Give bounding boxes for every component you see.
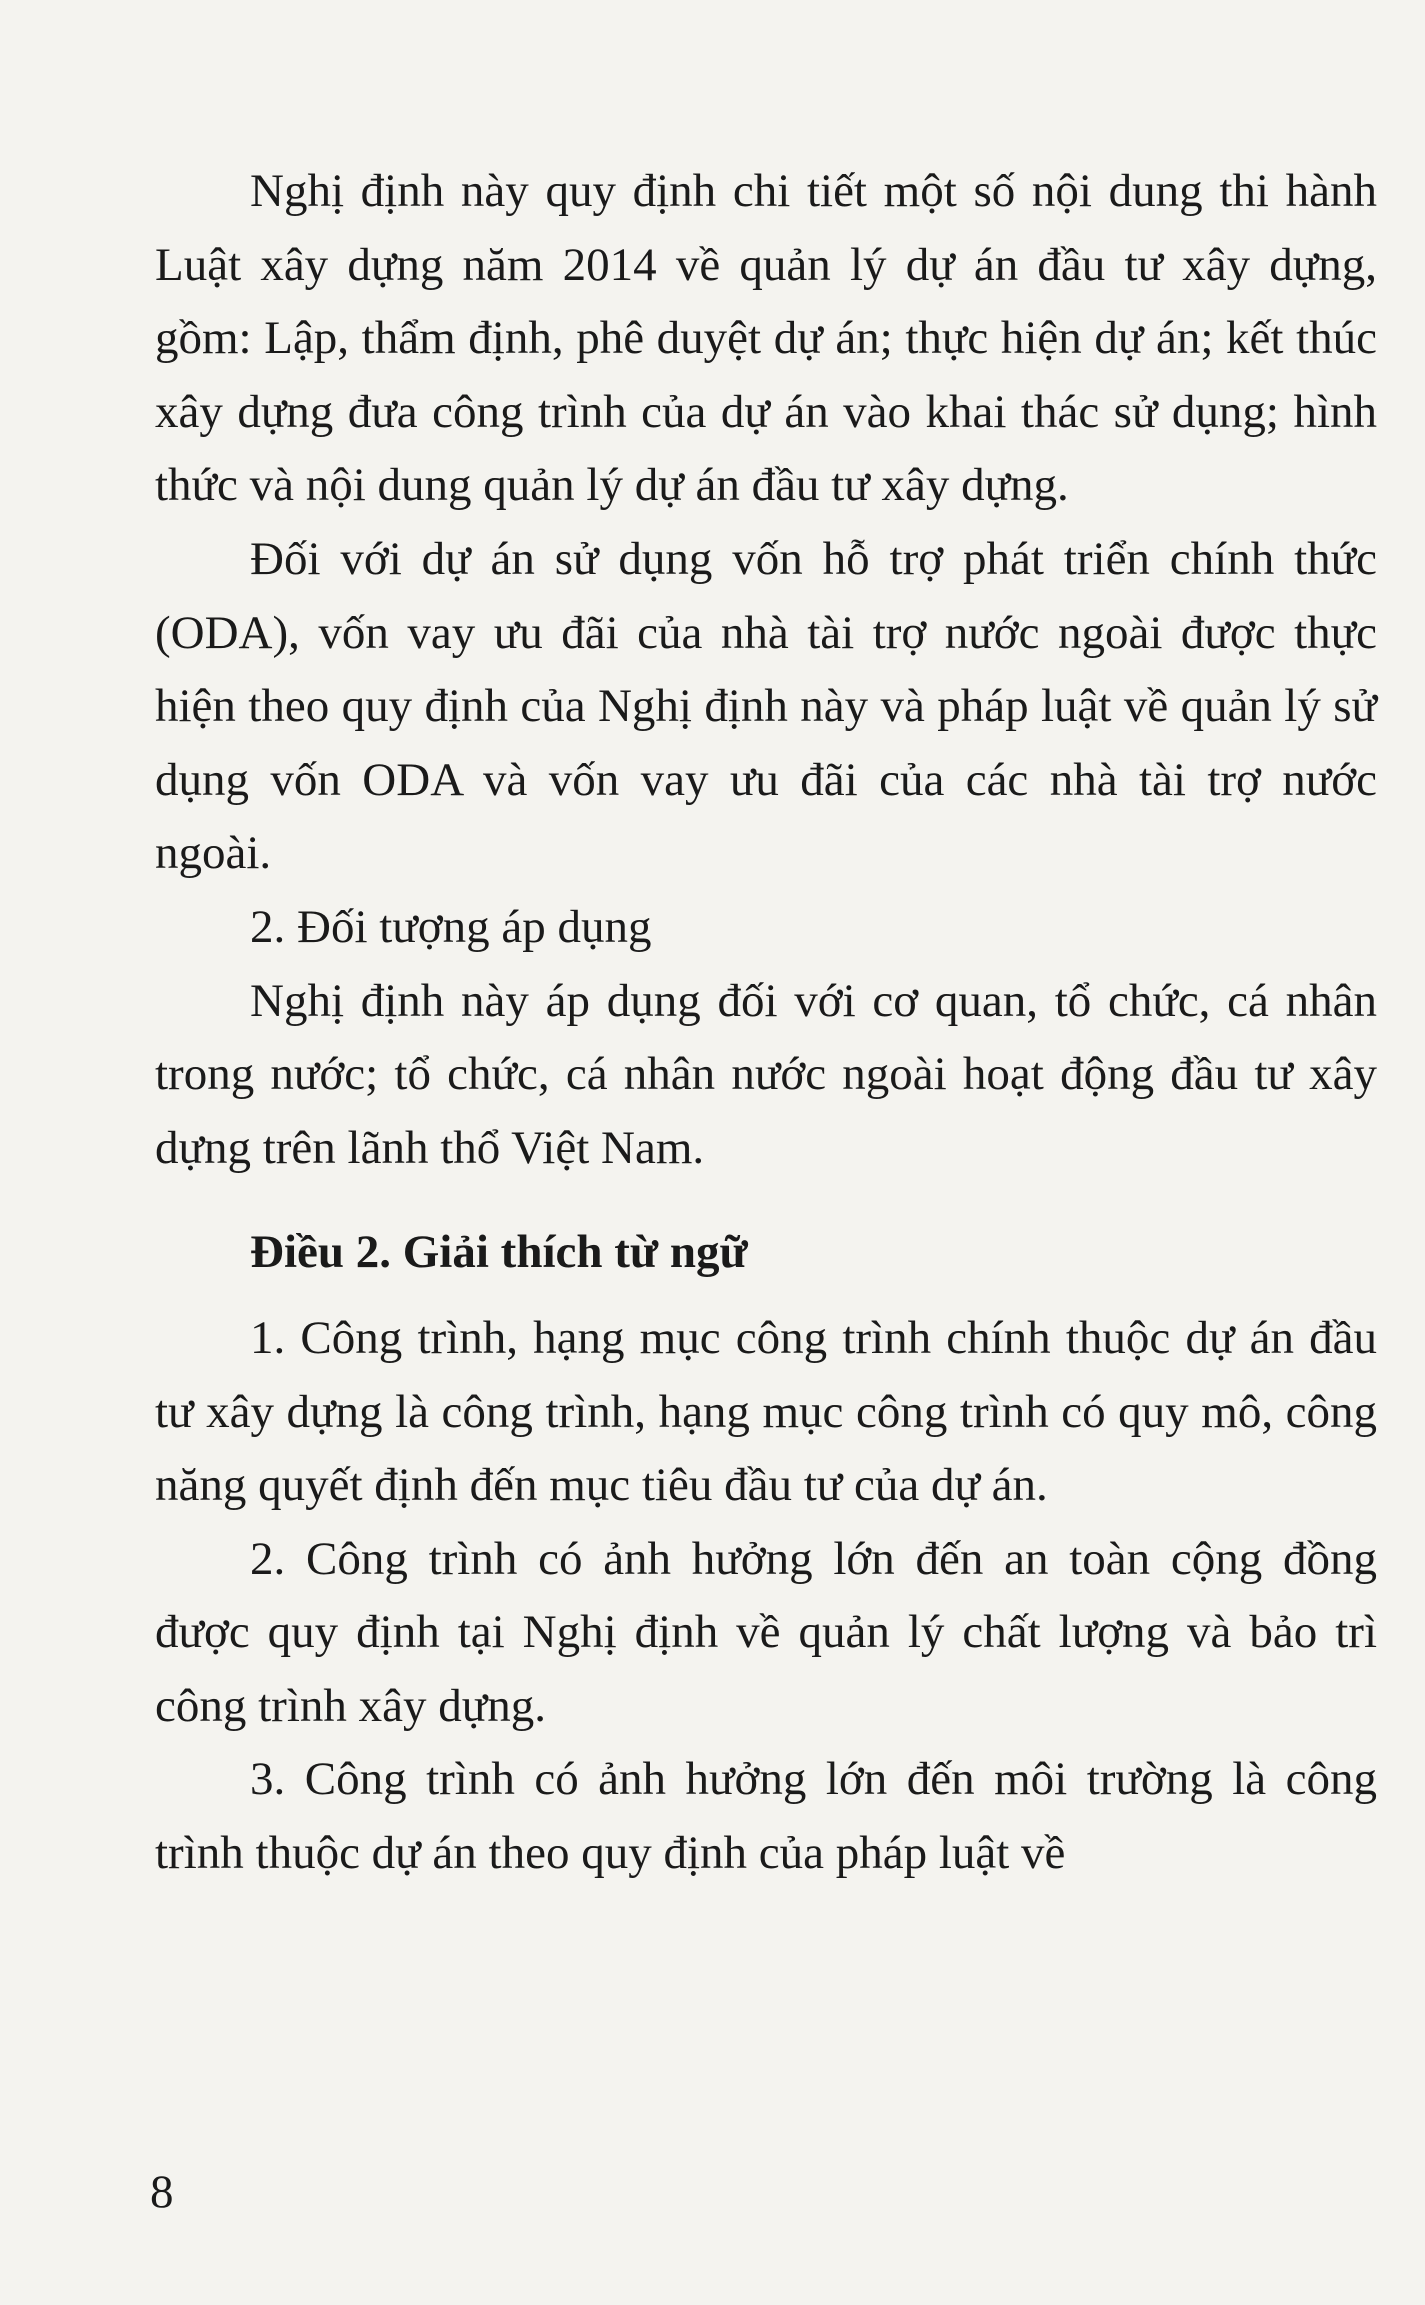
paragraph-applicability: Nghị định này áp dụng đối với cơ quan, tổ chức, cá nhân trong nước; tổ chức, cá nhân nước ngoài hoạt động đầu tư xây dựng trên lãnh thổ Việt Nam. bbox=[155, 974, 1377, 1174]
body-text bbox=[155, 155, 1377, 1891]
subsection-heading: 2. Đối tượng áp dụng bbox=[250, 900, 652, 953]
definition-item-1: 1. Công trình, hạng mục công trình chính thuộc dự án đầu tư xây dựng là công trình, hạng mục công trình có quy mô, công năng quyết định đến mục tiêu đầu tư của dự án. bbox=[155, 1311, 1377, 1512]
page-number: 8 bbox=[150, 2166, 174, 2218]
paragraph-scope: Nghị định này quy định chi tiết một số nội dung thi hành Luật xây dựng năm 2014 về quản lý dự án đầu tư xây dựng, gồm: Lập, thẩm định, phê duyệt dự án; thực hiện dự án; kết thúc xây dựng đưa công trình của dự án vào khai thác sử dụng; hình thức và nội dung quản lý dự án đầu tư xây dựng. bbox=[155, 165, 1377, 512]
definition-item-2: 2. Công trình có ảnh hưởng lớn đến an toàn cộng đồng được quy định tại Nghị định về quản lý chất lượng và bảo trì công trình xây dựng. bbox=[155, 1532, 1377, 1732]
article-heading: Điều 2. Giải thích từ ngữ bbox=[250, 1226, 748, 1279]
paragraph-oda: Đối với dự án sử dụng vốn hỗ trợ phát triển chính thức (ODA), vốn vay ưu đãi của nhà tài trợ nước ngoài được thực hiện theo quy định của Nghị định này và pháp luật về quản lý sử dụng vốn ODA và vốn vay ưu đãi của các nhà tài trợ nước ngoài. bbox=[155, 532, 1377, 880]
definition-item-3: 3. Công trình có ảnh hưởng lớn đến môi trường là công trình thuộc dự án theo quy định của pháp luật về bbox=[155, 1753, 1377, 1880]
